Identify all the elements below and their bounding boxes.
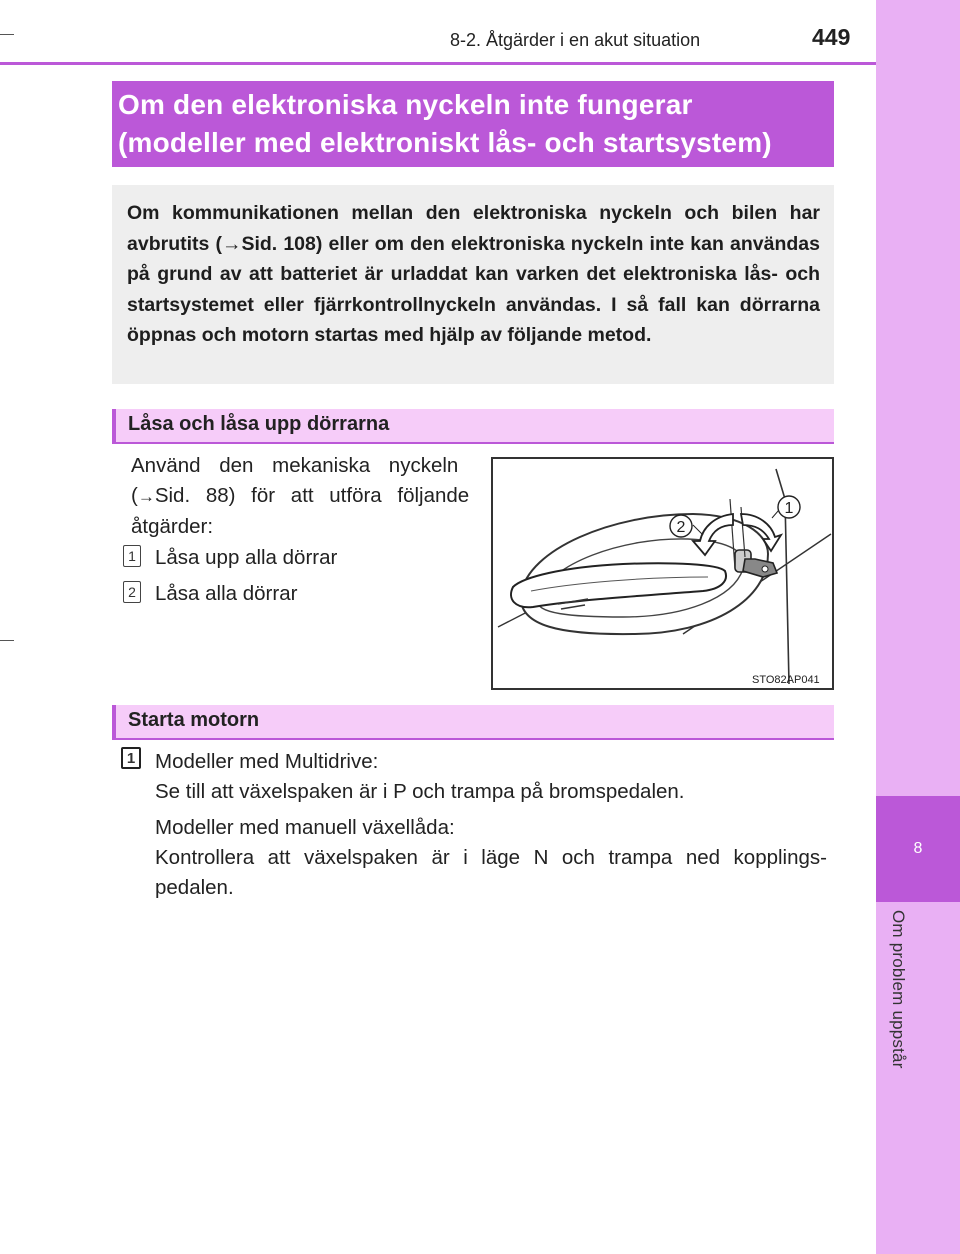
intro-box (112, 185, 834, 384)
step-number-badge: 1 (121, 747, 141, 769)
section1-paragraph (131, 451, 473, 542)
section-heading-start-engine: Starta motorn (112, 705, 834, 740)
page-title-line2: (modeller med elektroniskt lås- och startsystem) (118, 127, 772, 158)
section1-line1-text: Använd den mekaniska nyckeln (131, 454, 459, 477)
arrow-icon: → (221, 232, 242, 255)
header-section-title: 8-2. Åtgärder i en akut situation (450, 30, 701, 50)
item-unlock-all-doors: Låsa upp alla dörrar (155, 546, 338, 569)
intro-text-before: Om kommunikationen mellan den elektroniska nyckeln och bilen har avbrutits ( (127, 202, 820, 255)
step-line-manual-instruction-cont: pedalen. (155, 876, 234, 899)
crop-mark (0, 34, 14, 35)
step-line-multidrive-instruction: Se till att växelspaken är i P och trampa på bromspedalen. (155, 780, 685, 803)
item-lock-all-doors: Låsa alla dörrar (155, 582, 298, 605)
section1-page-ref[interactable]: Sid. 88) för att utföra följande (154, 484, 470, 507)
figure-callout-2: 2 (676, 519, 686, 536)
side-chapter-number: 8 (876, 796, 960, 902)
item-number-badge: 1 (123, 545, 141, 567)
crop-mark (0, 640, 14, 641)
section1-line3: åtgärder: (131, 515, 214, 538)
door-handle-figure (491, 457, 834, 690)
intro-page-ref[interactable]: Sid. 108 (241, 232, 316, 255)
section-heading-doors: Låsa och låsa upp dörrarna (112, 409, 834, 444)
item-number-badge: 2 (123, 581, 141, 603)
figure-code: STO82AP041 (752, 674, 820, 686)
figure-callout-1: 1 (784, 500, 794, 517)
step-1-text (155, 747, 827, 903)
side-chapter-title: Om problem uppstår (889, 910, 908, 1069)
intro-text-after: ) eller om den elektroniska nyckeln inte kan användas på grund av att batteriet är urladdat kan varken det elektroniska lås- och startsystemet eller fjärrkontrollnyckeln användas. I så fall kan dörrarna öppnas och motorn startas med hjälp av följande metod. (127, 232, 820, 346)
page-number: 449 (812, 24, 851, 50)
arrow-icon: → (137, 487, 155, 506)
section1-line2 (131, 481, 473, 512)
step-line-manual-instruction: Kontrollera att växelspaken är i läge N och trampa ned kopplings- (155, 846, 827, 869)
header-rule (0, 62, 876, 65)
paren-open: ( (131, 484, 138, 507)
page-title-line1: Om den elektroniska nyckeln inte fungerar (118, 89, 693, 120)
page-title (112, 81, 834, 167)
door-handle-illustration (493, 459, 832, 688)
step-line-multidrive: Modeller med Multidrive: (155, 750, 379, 773)
section1-line1 (131, 451, 473, 481)
step-line-manual: Modeller med manuell växellåda: (155, 816, 455, 839)
